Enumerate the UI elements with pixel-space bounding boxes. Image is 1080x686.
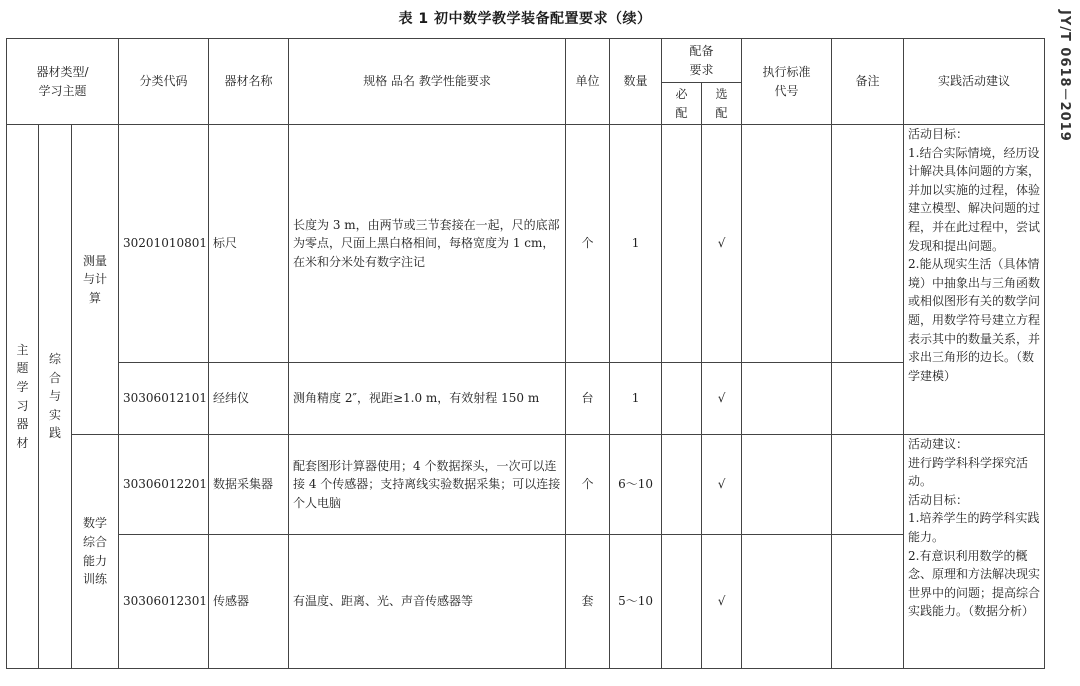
table-row: [7, 535, 1045, 669]
header-code: 分类代码: [119, 39, 209, 125]
row-qty: 6～10: [610, 435, 662, 535]
row-required: [662, 535, 702, 669]
row-code: 30306012201: [119, 435, 209, 535]
row-name: 标尺: [209, 125, 289, 363]
header-spec: 规格 品名 教学性能要求: [289, 39, 566, 125]
table-row: [7, 363, 1045, 435]
row-remark: [832, 125, 904, 363]
row-unit: 台: [566, 363, 610, 435]
row-standard: [742, 435, 832, 535]
row-optional-check: √: [702, 363, 742, 435]
row-unit: 个: [566, 125, 610, 363]
group-sub-a: 测量 与计 算: [72, 125, 119, 435]
row-code: 30306012301: [119, 535, 209, 669]
row-remark: [832, 435, 904, 535]
header-qty: 数量: [610, 39, 662, 125]
row-qty: 5～10: [610, 535, 662, 669]
activity-suggestion-a: 活动目标： 1.结合实际情境，经历设计解决具体问题的方案，并加以实施的过程，体验建立模型、解决问题的过程，并在此过程中，尝试发现和提出问题。 2.能从现实生活（具体情境）中抽象出与三角函数或相似图形有关的数学问题，用数学符号建立方程表示其中的数量关系，并求出三角形的边长。（数学建模）: [904, 125, 1045, 435]
standard-code-margin: JY/T 0618－2019: [1057, 10, 1072, 142]
header-standard: 执行标准 代号: [742, 39, 832, 125]
header-optional: 选 配: [702, 83, 742, 125]
row-standard: [742, 535, 832, 669]
header-row-1: [7, 39, 1045, 83]
row-code: 30201010801: [119, 125, 209, 363]
activity-suggestion-b: 活动建议： 进行跨学科科学探究活动。 活动目标： 1.培养学生的跨学科实践能力。 2.有意识利用数学的概念、原理和方法解决现实世界中的问题；提高综合实践能力。（数据分析）: [904, 435, 1045, 669]
row-required: [662, 125, 702, 363]
row-name: 传感器: [209, 535, 289, 669]
group-level1: 主 题 学 习 器 材: [7, 125, 39, 669]
row-optional-check: √: [702, 125, 742, 363]
header-category: 器材类型/ 学习主题: [7, 39, 119, 125]
row-code: 30306012101: [119, 363, 209, 435]
table-title: 表 1 初中数学教学装备配置要求（续）: [398, 11, 652, 27]
row-standard: [742, 125, 832, 363]
row-spec: 有温度、距离、光、声音传感器等: [289, 535, 566, 669]
equipment-table: [6, 38, 1045, 669]
header-required: 必 配: [662, 83, 702, 125]
row-name: 经纬仪: [209, 363, 289, 435]
group-level2: 综 合 与 实 践: [39, 125, 72, 669]
header-config: 配备 要求: [662, 39, 742, 83]
row-remark: [832, 363, 904, 435]
row-unit: 套: [566, 535, 610, 669]
row-required: [662, 435, 702, 535]
row-qty: 1: [610, 125, 662, 363]
row-optional-check: √: [702, 435, 742, 535]
row-spec: 配套图形计算器使用；4 个数据探头，一次可以连接 4 个传感器；支持离线实验数据采集；可以连接个人电脑: [289, 435, 566, 535]
group-sub-b: 数学 综合 能力 训练: [72, 435, 119, 669]
row-spec: 长度为 3 m，由两节或三节套接在一起，尺的底部为零点，尺面上黑白格相间，每格宽度为 1 cm，在米和分米处有数字注记: [289, 125, 566, 363]
row-qty: 1: [610, 363, 662, 435]
row-remark: [832, 535, 904, 669]
row-optional-check: √: [702, 535, 742, 669]
header-unit: 单位: [566, 39, 610, 125]
table-row: [7, 435, 1045, 535]
row-standard: [742, 363, 832, 435]
row-unit: 个: [566, 435, 610, 535]
row-spec: 测角精度 2″，视距≥1.0 m，有效射程 150 m: [289, 363, 566, 435]
header-remark: 备注: [832, 39, 904, 125]
header-activity: 实践活动建议: [904, 39, 1045, 125]
row-name: 数据采集器: [209, 435, 289, 535]
table-row: [7, 125, 1045, 363]
row-required: [662, 363, 702, 435]
header-name: 器材名称: [209, 39, 289, 125]
